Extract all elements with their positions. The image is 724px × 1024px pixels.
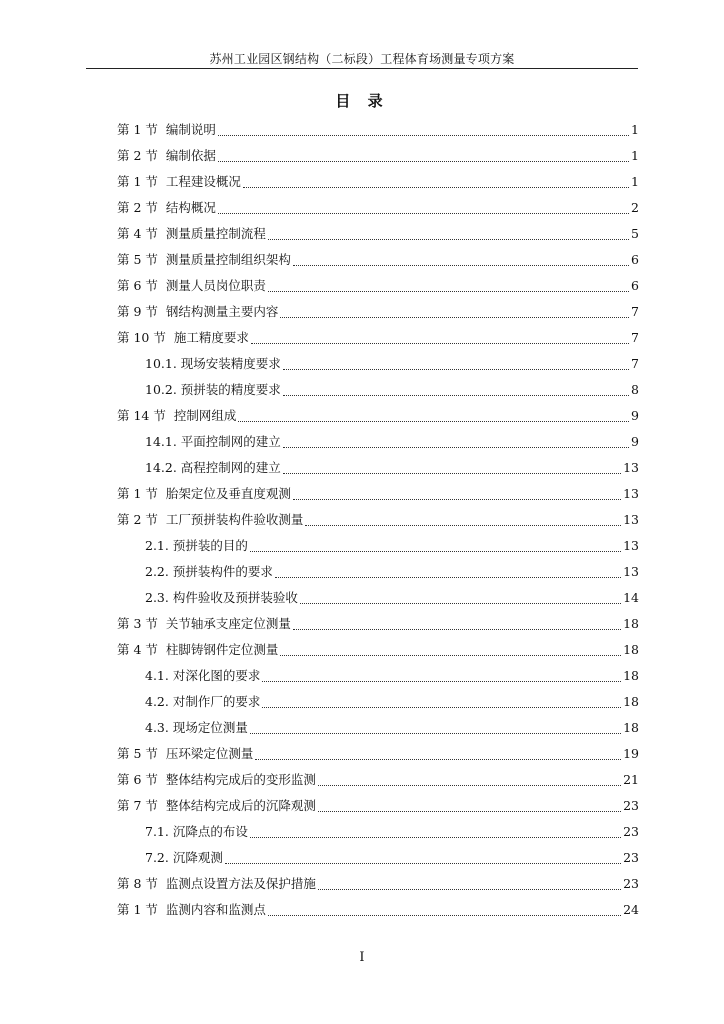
toc-title: 目 录 — [335, 92, 389, 110]
toc-leader-dots — [250, 723, 621, 734]
toc-entry-number: 第 1 节 — [117, 174, 158, 189]
toc-subentry[interactable] — [117, 532, 639, 558]
toc-entry-title: 2.1. 预拼装的目的 — [145, 538, 248, 553]
table-of-contents — [117, 116, 639, 922]
toc-entry-title: 结构概况 — [165, 200, 216, 215]
toc-entry-title: 工程建设概况 — [165, 174, 241, 189]
toc-entry-page: 6 — [631, 277, 639, 293]
toc-entry-number: 第 5 节 — [117, 746, 158, 761]
toc-entry-title: 测量质量控制组织架构 — [165, 252, 291, 267]
toc-subentry[interactable] — [117, 584, 639, 610]
toc-entry[interactable] — [117, 480, 639, 506]
toc-entry-title: 14.2. 高程控制网的建立 — [145, 460, 281, 475]
toc-entry[interactable] — [117, 194, 639, 220]
toc-entry-title: 10.2. 预拼装的精度要求 — [145, 382, 281, 397]
toc-entry-title: 4.1. 对深化图的要求 — [145, 668, 261, 683]
toc-leader-dots — [262, 697, 621, 708]
toc-entry[interactable] — [117, 246, 639, 272]
toc-entry[interactable] — [117, 402, 639, 428]
toc-subentry[interactable] — [117, 558, 639, 584]
header-rule — [86, 68, 638, 69]
toc-entry-title: 关节轴承支座定位测量 — [165, 616, 291, 631]
toc-entry-page: 6 — [631, 251, 639, 267]
toc-entry[interactable] — [117, 766, 639, 792]
toc-entry[interactable] — [117, 636, 639, 662]
toc-entry-title: 4.3. 现场定位测量 — [145, 720, 248, 735]
toc-entry-page: 13 — [623, 563, 639, 579]
toc-entry[interactable] — [117, 324, 639, 350]
toc-entry[interactable] — [117, 610, 639, 636]
toc-entry[interactable] — [117, 870, 639, 896]
toc-leader-dots — [268, 905, 621, 916]
toc-entry-title: 控制网组成 — [173, 408, 237, 423]
toc-leader-dots — [318, 801, 621, 812]
toc-entry-number: 第 1 节 — [117, 122, 158, 137]
toc-entry-title: 10.1. 现场安装精度要求 — [145, 356, 281, 371]
toc-leader-dots — [255, 749, 621, 760]
toc-leader-dots — [268, 229, 629, 240]
toc-subentry[interactable] — [117, 844, 639, 870]
toc-leader-dots — [218, 125, 629, 136]
toc-leader-dots — [238, 411, 629, 422]
toc-entry-page: 1 — [631, 147, 639, 163]
toc-entry-page: 24 — [623, 901, 639, 917]
toc-leader-dots — [250, 541, 621, 552]
toc-entry-title: 7.2. 沉降观测 — [145, 850, 223, 865]
toc-leader-dots — [280, 307, 629, 318]
toc-entry-page: 7 — [631, 355, 639, 371]
toc-entry-page: 13 — [623, 485, 639, 501]
toc-entry-page: 7 — [631, 329, 639, 345]
toc-entry[interactable] — [117, 506, 639, 532]
toc-entry-page: 18 — [623, 667, 639, 683]
toc-entry-page: 9 — [631, 407, 639, 423]
toc-leader-dots — [293, 255, 629, 266]
toc-leader-dots — [218, 203, 629, 214]
toc-entry-title: 监测内容和监测点 — [165, 902, 266, 917]
toc-entry-number: 第 9 节 — [117, 304, 158, 319]
toc-entry-title: 14.1. 平面控制网的建立 — [145, 434, 281, 449]
toc-entry-number: 第 6 节 — [117, 772, 158, 787]
toc-leader-dots — [250, 827, 621, 838]
toc-entry[interactable] — [117, 272, 639, 298]
toc-entry[interactable] — [117, 896, 639, 922]
toc-subentry[interactable] — [117, 714, 639, 740]
toc-entry-page: 1 — [631, 121, 639, 137]
toc-leader-dots — [293, 489, 621, 500]
toc-leader-dots — [283, 463, 621, 474]
toc-entry-title: 编制依据 — [165, 148, 216, 163]
toc-entry-number: 第 2 节 — [117, 148, 158, 163]
toc-entry-page: 2 — [631, 199, 639, 215]
toc-entry[interactable] — [117, 116, 639, 142]
toc-entry-title: 编制说明 — [165, 122, 216, 137]
toc-entry-page: 18 — [623, 693, 639, 709]
toc-subentry[interactable] — [117, 662, 639, 688]
toc-entry-page: 23 — [623, 849, 639, 865]
toc-entry-number: 第 6 节 — [117, 278, 158, 293]
toc-entry-number: 第 4 节 — [117, 226, 158, 241]
page-number: I — [359, 950, 365, 965]
toc-entry-title: 7.1. 沉降点的布设 — [145, 824, 248, 839]
toc-subentry[interactable] — [117, 818, 639, 844]
toc-entry-number: 第 8 节 — [117, 876, 158, 891]
toc-entry-page: 18 — [623, 615, 639, 631]
toc-entry-page: 19 — [623, 745, 639, 761]
toc-entry-title: 工厂预拼装构件验收测量 — [165, 512, 304, 527]
toc-leader-dots — [318, 879, 621, 890]
toc-entry-number: 第 14 节 — [117, 408, 166, 423]
toc-leader-dots — [275, 567, 621, 578]
toc-entry-number: 第 1 节 — [117, 486, 158, 501]
toc-entry-page: 7 — [631, 303, 639, 319]
toc-subentry[interactable] — [117, 376, 639, 402]
toc-leader-dots — [268, 281, 629, 292]
toc-entry-page: 9 — [631, 433, 639, 449]
toc-entry[interactable] — [117, 220, 639, 246]
toc-entry-title: 监测点设置方法及保护措施 — [165, 876, 316, 891]
toc-entry-title: 胎架定位及垂直度观测 — [165, 486, 291, 501]
toc-entry[interactable] — [117, 142, 639, 168]
toc-entry-page: 23 — [623, 797, 639, 813]
toc-leader-dots — [300, 593, 621, 604]
toc-leader-dots — [283, 437, 629, 448]
toc-entry-page: 23 — [623, 875, 639, 891]
toc-leader-dots — [243, 177, 629, 188]
toc-subentry[interactable] — [117, 688, 639, 714]
toc-entry-number: 第 10 节 — [117, 330, 166, 345]
toc-entry-number: 第 1 节 — [117, 902, 158, 917]
toc-entry-page: 13 — [623, 459, 639, 475]
toc-entry-page: 18 — [623, 641, 639, 657]
toc-entry-page: 1 — [631, 173, 639, 189]
toc-entry-title: 测量质量控制流程 — [165, 226, 266, 241]
toc-entry[interactable] — [117, 740, 639, 766]
toc-entry-number: 第 3 节 — [117, 616, 158, 631]
toc-leader-dots — [262, 671, 621, 682]
toc-entry-page: 5 — [631, 225, 639, 241]
toc-entry-page: 13 — [623, 537, 639, 553]
toc-entry-page: 13 — [623, 511, 639, 527]
toc-entry-title: 整体结构完成后的变形监测 — [165, 772, 316, 787]
toc-entry-number: 第 4 节 — [117, 642, 158, 657]
toc-subentry[interactable] — [117, 428, 639, 454]
toc-entry-title: 柱脚铸钢件定位测量 — [165, 642, 279, 657]
toc-entry-title: 钢结构测量主要内容 — [165, 304, 279, 319]
toc-leader-dots — [225, 853, 621, 864]
page-header: 苏州工业园区钢结构（二标段）工程体育场测量专项方案 — [209, 52, 515, 66]
toc-entry-number: 第 7 节 — [117, 798, 158, 813]
toc-entry[interactable] — [117, 168, 639, 194]
toc-entry[interactable] — [117, 298, 639, 324]
toc-entry-page: 23 — [623, 823, 639, 839]
toc-entry-title: 4.2. 对制作厂的要求 — [145, 694, 261, 709]
toc-leader-dots — [283, 359, 629, 370]
toc-leader-dots — [251, 333, 629, 344]
toc-entry-title: 整体结构完成后的沉降观测 — [165, 798, 316, 813]
toc-leader-dots — [305, 515, 621, 526]
toc-leader-dots — [280, 645, 621, 656]
toc-entry-page: 18 — [623, 719, 639, 735]
toc-entry-number: 第 2 节 — [117, 512, 158, 527]
toc-leader-dots — [318, 775, 621, 786]
toc-entry-number: 第 2 节 — [117, 200, 158, 215]
toc-entry-title: 施工精度要求 — [173, 330, 249, 345]
toc-entry-title: 2.3. 构件验收及预拼装验收 — [145, 590, 298, 605]
toc-leader-dots — [218, 151, 629, 162]
toc-entry-page: 21 — [623, 771, 639, 787]
toc-subentry[interactable] — [117, 350, 639, 376]
toc-entry-page: 14 — [623, 589, 639, 605]
toc-entry-number: 第 5 节 — [117, 252, 158, 267]
toc-leader-dots — [293, 619, 621, 630]
toc-entry-title: 2.2. 预拼装构件的要求 — [145, 564, 273, 579]
toc-entry-page: 8 — [631, 381, 639, 397]
toc-entry[interactable] — [117, 792, 639, 818]
toc-entry-title: 压环梁定位测量 — [165, 746, 254, 761]
toc-leader-dots — [283, 385, 629, 396]
toc-subentry[interactable] — [117, 454, 639, 480]
toc-entry-title: 测量人员岗位职责 — [165, 278, 266, 293]
